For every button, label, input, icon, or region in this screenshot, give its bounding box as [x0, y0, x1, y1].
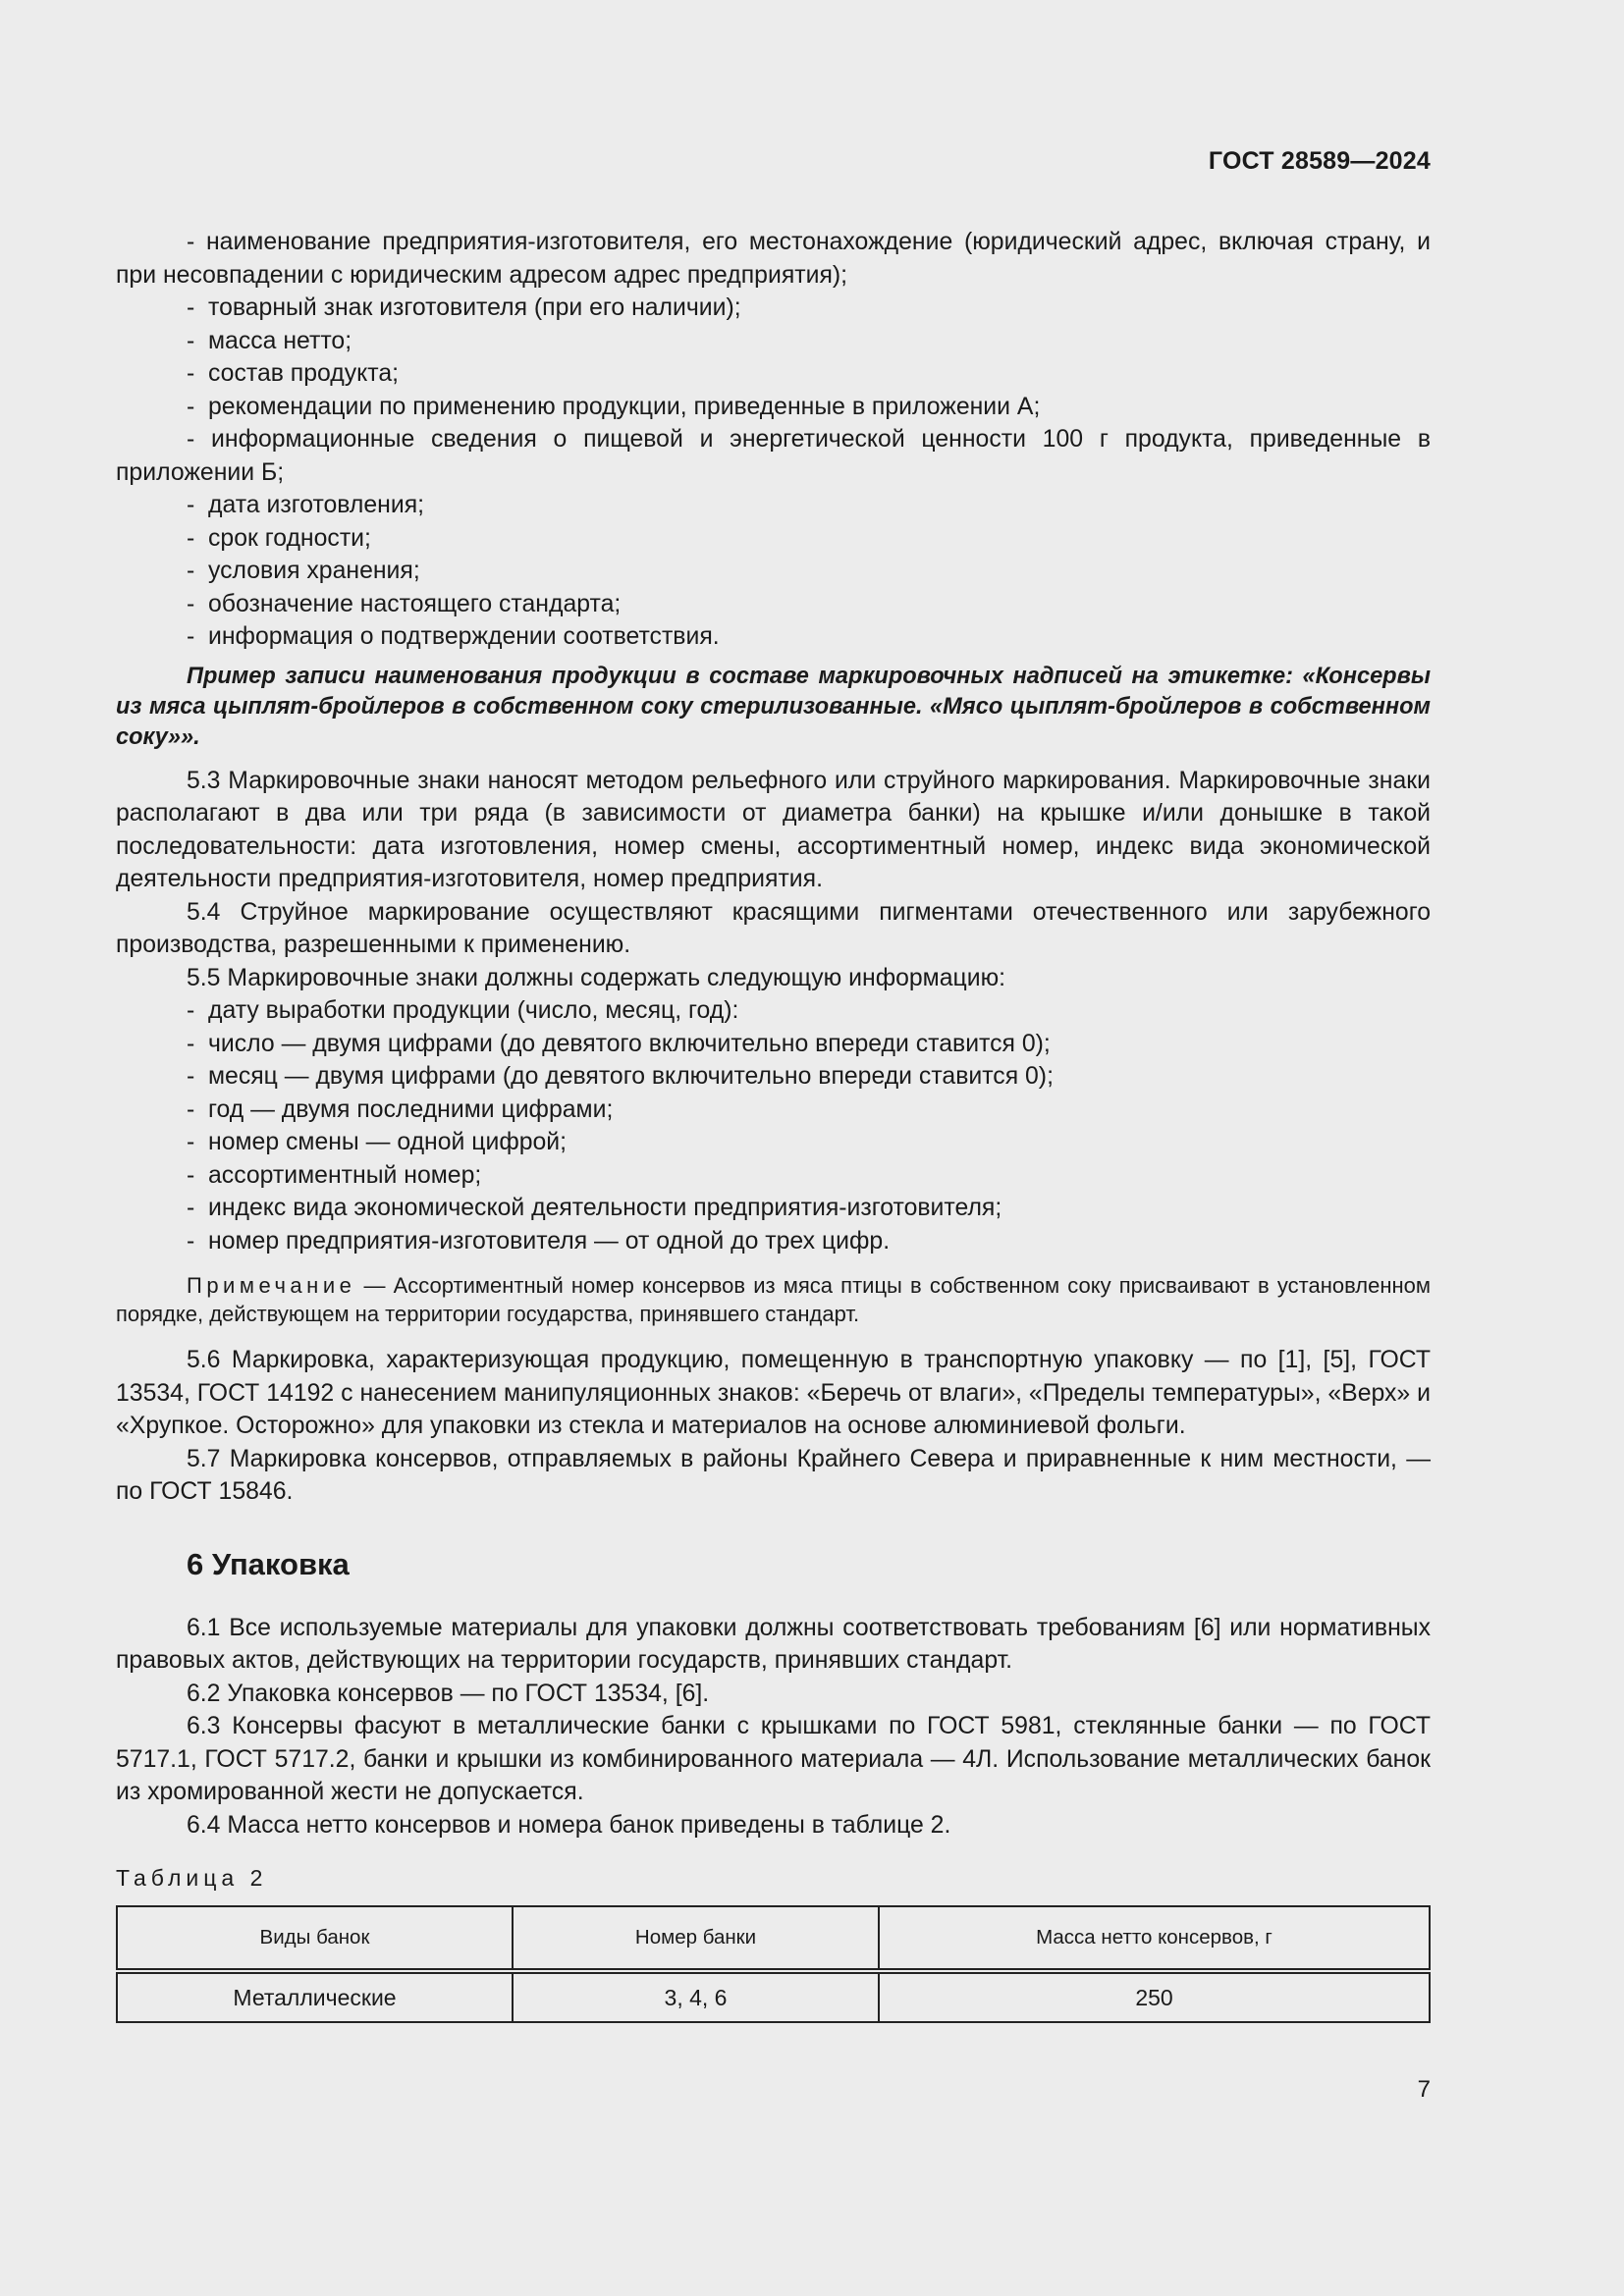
note-label: Примечание	[187, 1273, 356, 1298]
list-item: - товарный знак изготовителя (при его наличии);	[187, 294, 741, 321]
note-text: — Ассортиментный номер консервов из мяса птицы в собственном соку присваивают в установленном порядке, действующем на территории государства, принявшего стандарт.	[116, 1273, 1431, 1326]
column-header: Масса нетто консервов, г	[879, 1906, 1430, 1971]
marking-list	[116, 226, 1431, 654]
clause-6-3: 6.3 Консервы фасуют в металлические банки с крышками по ГОСТ 5981, стеклянные банки — по ГОСТ 5717.1, ГОСТ 5717.2, банки и крышки из комбинированного материала — 4Л. Использование металлических банок из хромированной жести не допускается.	[116, 1713, 1431, 1805]
list-item: - дату выработки продукции (число, месяц, год):	[187, 997, 739, 1024]
column-header: Номер банки	[513, 1906, 879, 1971]
clause-6-1: 6.1 Все используемые материалы для упаковки должны соответствовать требованиям [6] или нормативных правовых актов, действующих на территории государств, принявших стандарт.	[116, 1614, 1431, 1674]
list-item: - рекомендации по применению продукции, приведенные в приложении А;	[187, 393, 1041, 420]
section-6-title: 6 Упаковка	[187, 1546, 350, 1581]
page-number: 7	[1417, 2076, 1431, 2103]
list-item: - индекс вида экономической деятельности предприятия-изготовителя;	[187, 1195, 1002, 1221]
column-header: Виды банок	[117, 1906, 513, 1971]
list-item: - масса нетто;	[187, 327, 352, 354]
list-item: - состав продукта;	[187, 360, 400, 387]
list-item: - условия хранения;	[187, 558, 420, 584]
list-item: - ассортиментный номер;	[187, 1161, 482, 1189]
example-paragraph: Пример записи наименования продукции в составе маркировочных надписей на этикетке: «Консервы из мяса цыплят-бройлеров в собственном соку стерилизованные. «Мясо цыплят-бройлеров в собственном соку»».	[116, 663, 1431, 750]
list-item: - год — двумя последними цифрами;	[187, 1095, 614, 1123]
table-cell: 3, 4, 6	[513, 1971, 879, 2022]
clause-6-4: 6.4 Масса нетто консервов и номера банок приведены в таблице 2.	[187, 1811, 951, 1839]
clause-5-5: 5.5 Маркировочные знаки должны содержать следующую информацию:	[187, 964, 1006, 991]
note-paragraph	[116, 1271, 1431, 1328]
clause-5-4: 5.4 Струйное маркирование осуществляют красящими пигментами отечественного или зарубежного производства, разрешенными к применению.	[116, 898, 1431, 958]
table-header-row	[117, 1906, 1430, 1971]
clause-6-2: 6.2 Упаковка консервов — по ГОСТ 13534, [6].	[187, 1680, 710, 1707]
list-item: - номер предприятия-изготовителя — от одной до трех цифр.	[187, 1227, 891, 1255]
clause-5-7: 5.7 Маркировка консервов, отправляемых в районы Крайнего Севера и приравненные к ним местности, — по ГОСТ 15846.	[116, 1445, 1431, 1505]
marking-signs-list	[116, 994, 1431, 1257]
list-item: - информация о подтверждении соответствия.	[187, 623, 720, 650]
document-number-header: ГОСТ 28589—2024	[1208, 147, 1431, 175]
list-item: - наименование предприятия-изготовителя, его местонахождение (юридический адрес, включая страну, и при несовпадении с юридическим адресом адрес предприятия);	[116, 229, 1431, 289]
clause-5-3: 5.3 Маркировочные знаки наносят методом рельефного или струйного маркирования. Маркировочные знаки располагают в два или три ряда (в зависимости от диаметра банки) на крышке и/или донышке в такой последовательности: дата изготовления, номер смены, ассортиментный номер, индекс вида экономической деятельности предприятия-изготовителя, номер предприятия.	[116, 767, 1431, 892]
table-cell: Металлические	[117, 1971, 513, 2022]
document-page	[116, 0, 1431, 2296]
table-2	[116, 1905, 1431, 2023]
list-item: - дата изготовления;	[187, 492, 425, 518]
table-cell: 250	[879, 1971, 1430, 2022]
list-item: - номер смены — одной цифрой;	[187, 1129, 568, 1155]
list-item: - месяц — двумя цифрами (до девятого включительно впереди ставится 0);	[187, 1063, 1054, 1090]
clause-5-6: 5.6 Маркировка, характеризующая продукцию, помещенную в транспортную упаковку — по [1], [5], ГОСТ 13534, ГОСТ 14192 с нанесением манипуляционных знаков: «Беречь от влаги», «Пределы температуры», «Верх» и «Хрупкое. Осторожно» для упаковки из стекла и материалов на основе алюминиевой фольги.	[116, 1347, 1431, 1439]
list-item: - число — двумя цифрами (до девятого включительно впереди ставится 0);	[187, 1030, 1051, 1057]
list-item: - обозначение настоящего стандарта;	[187, 590, 622, 617]
list-item: - срок годности;	[187, 524, 371, 552]
table-row	[117, 1971, 1430, 2022]
table-caption: Таблица 2	[116, 1865, 268, 1891]
list-item: - информационные сведения о пищевой и энергетической ценности 100 г продукта, приведенные в приложении Б;	[116, 426, 1432, 486]
page-content	[116, 226, 1431, 2023]
